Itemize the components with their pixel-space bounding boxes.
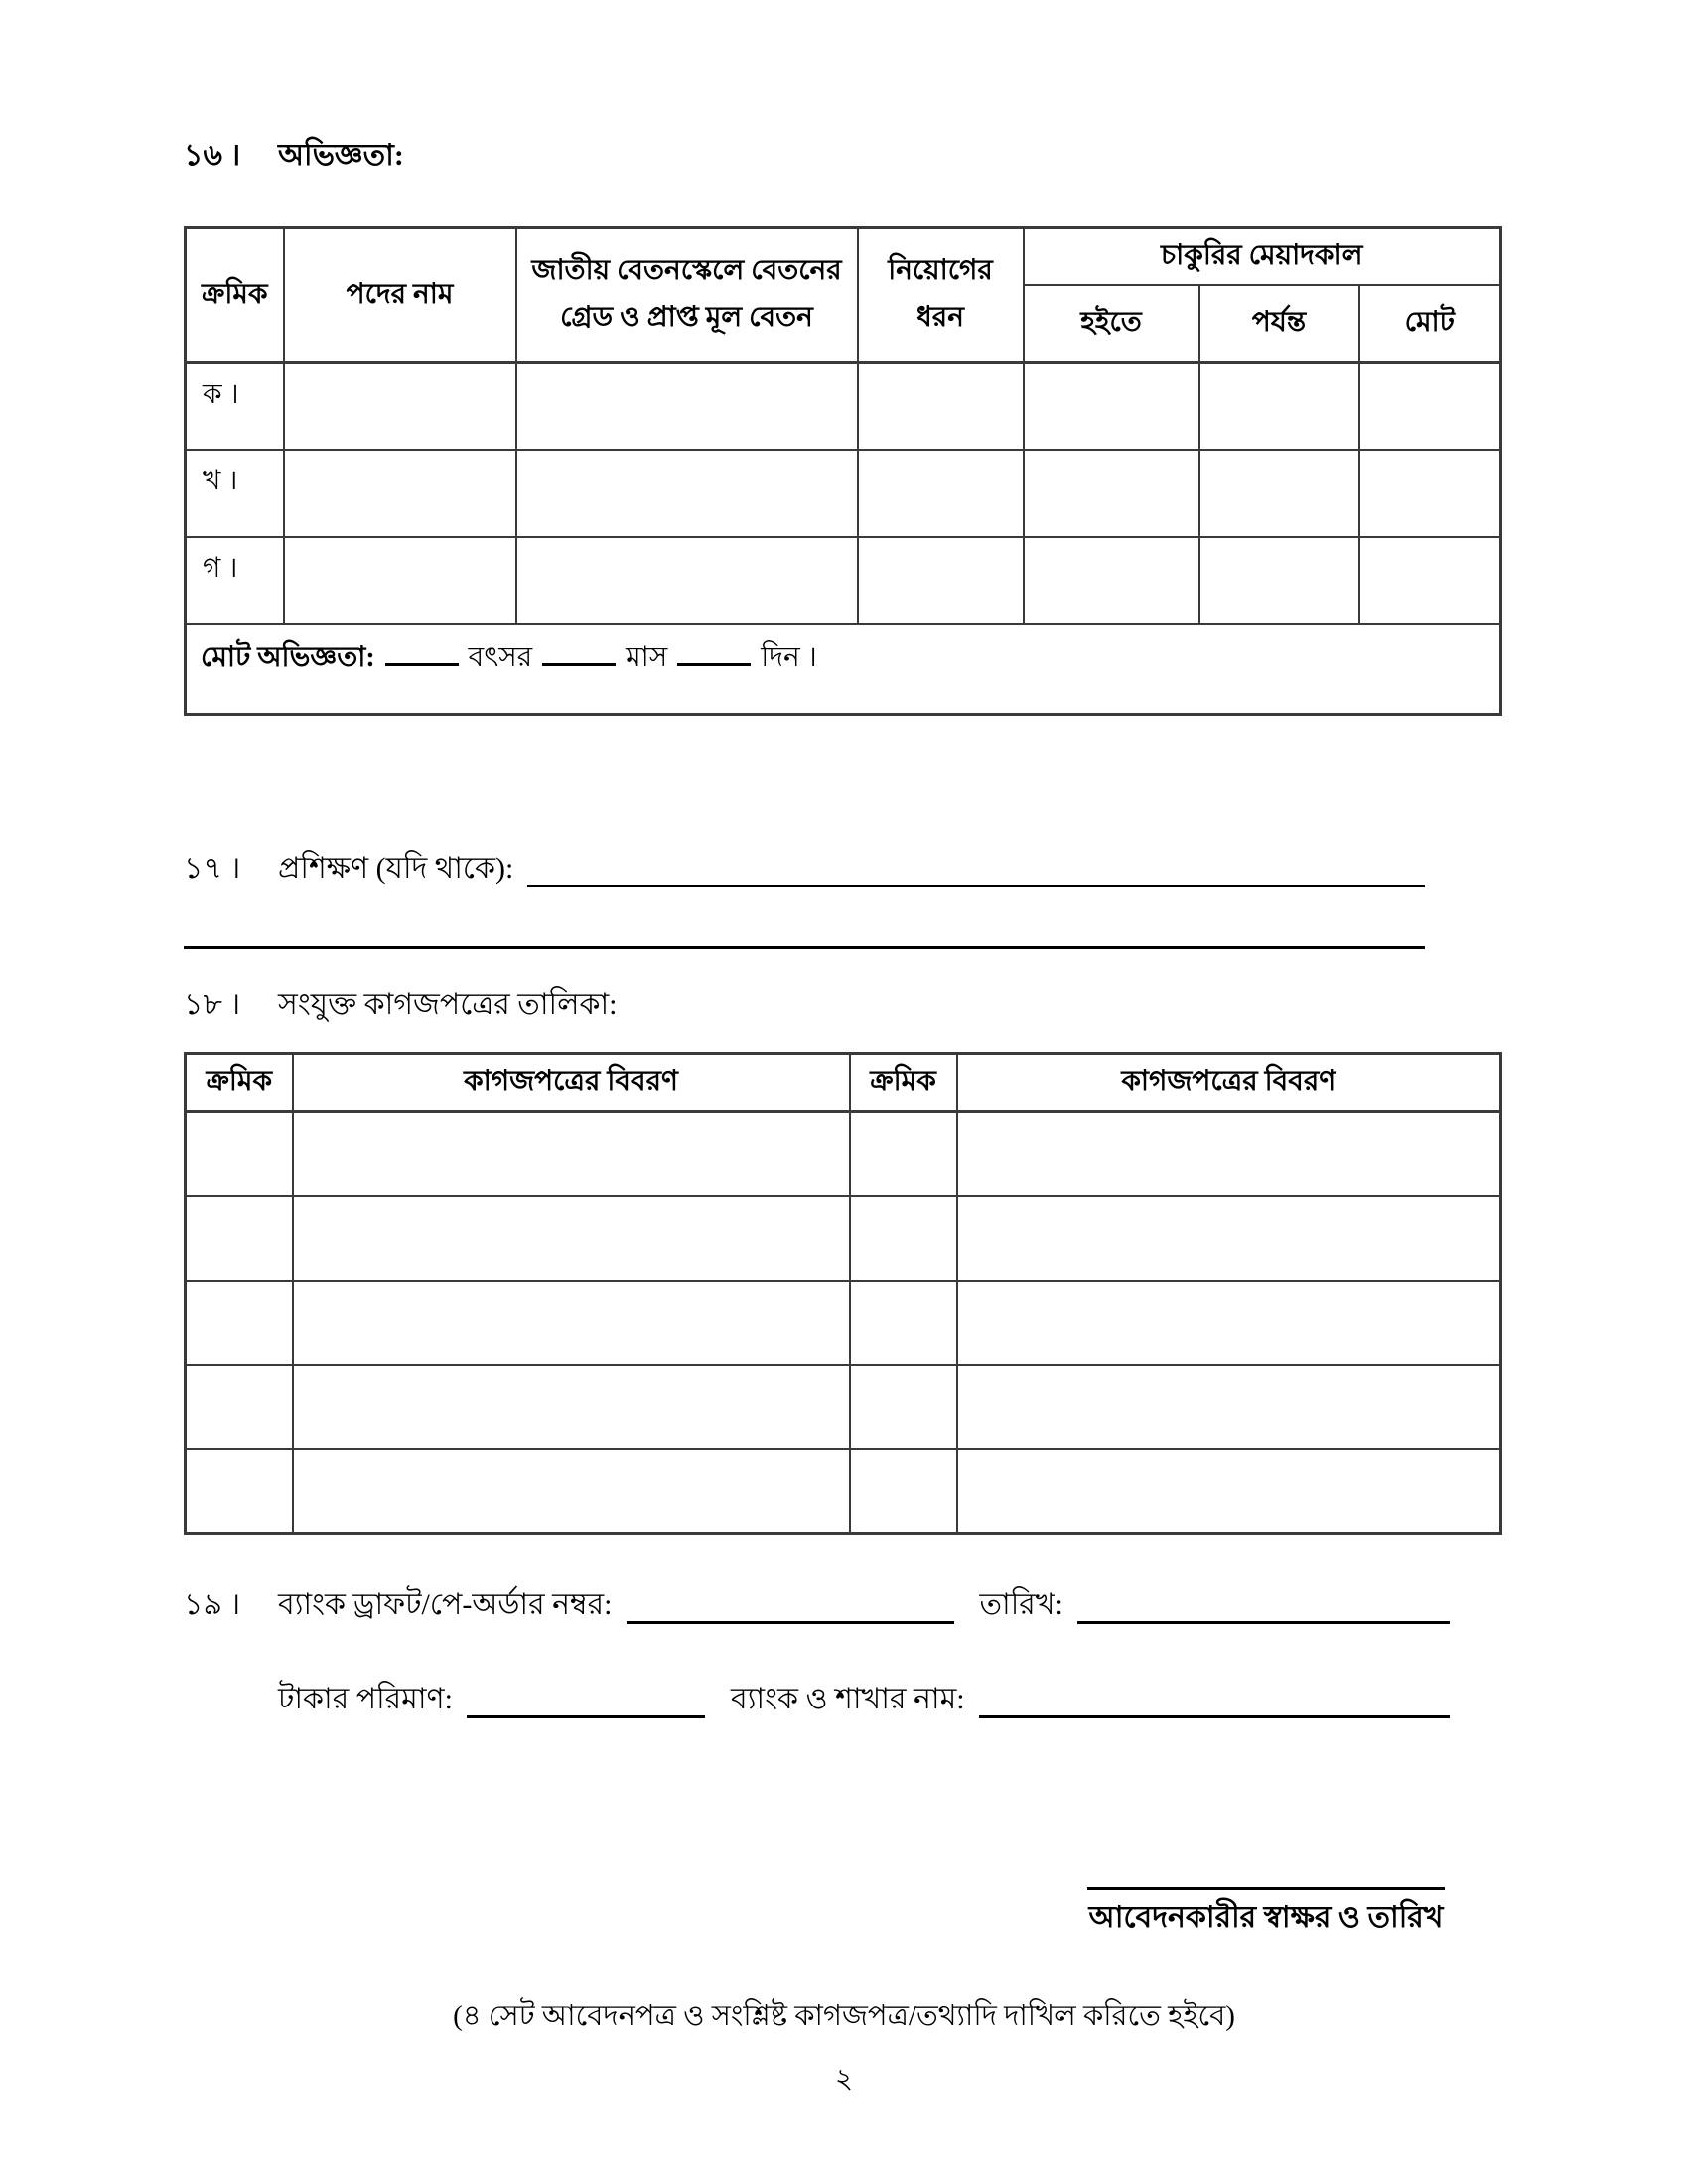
empty-cell [516, 450, 858, 537]
total-experience-cell [186, 624, 1501, 714]
empty-cell [858, 362, 1024, 450]
amount-fill-line [467, 1689, 705, 1718]
date-label: তারিখ: [979, 1588, 1063, 1621]
documents-empty-row [186, 1365, 1501, 1449]
header-to: পর্যন্ত [1199, 285, 1359, 362]
empty-cell [858, 450, 1024, 537]
empty-cell [186, 1281, 293, 1365]
empty-cell [186, 1365, 293, 1449]
empty-cell [957, 1112, 1501, 1196]
empty-cell [1359, 537, 1501, 624]
empty-cell [1024, 362, 1199, 450]
documents-empty-row [186, 1449, 1501, 1534]
experience-row-kha [186, 450, 1501, 537]
total-experience-label: মোট অভিজ্ঞতা: [201, 642, 375, 673]
bank-branch-fill-line [979, 1689, 1450, 1718]
section-16-heading [184, 137, 418, 175]
doc-header-serial-1: ক্রমিক [186, 1054, 293, 1112]
empty-cell [284, 537, 516, 624]
fill-blank-years [385, 640, 459, 666]
header-employment-type: নিয়োগের ধরন [858, 228, 1024, 363]
header-service-period-group: চাকুরির মেয়াদকাল [1024, 228, 1501, 286]
section-17-heading [184, 850, 1425, 887]
empty-cell [186, 1196, 293, 1281]
header-total: মোট [1359, 285, 1501, 362]
section-16-title: অভিজ্ঞতা: [278, 139, 404, 172]
documents-empty-row [186, 1112, 1501, 1196]
section-16-number: ১৬ । [184, 139, 241, 172]
fill-blank-months [542, 640, 616, 666]
empty-cell [516, 362, 858, 450]
doc-header-description-2: কাগজপত্রের বিবরণ [957, 1054, 1501, 1112]
section-19-line-2 [278, 1681, 1450, 1718]
page-number: ২ [834, 2064, 854, 2095]
footer-note: (৪ সেট আবেদনপত্র ও সংশ্লিষ্ট কাগজপত্র/তথ্যাদি দাখিল করিতে হইবে) [453, 2000, 1235, 2032]
doc-header-description-1: কাগজপত্রের বিবরণ [293, 1054, 850, 1112]
days-label: দিন । [761, 642, 817, 673]
documents-empty-row [186, 1196, 1501, 1281]
empty-cell [850, 1112, 957, 1196]
empty-cell [284, 362, 516, 450]
signature-line [1087, 1858, 1445, 1890]
empty-cell [1199, 362, 1359, 450]
empty-cell [516, 537, 858, 624]
doc-header-serial-2: ক্রমিক [850, 1054, 957, 1112]
empty-cell [1024, 537, 1199, 624]
experience-table [184, 226, 1502, 716]
months-label: মাস [626, 642, 668, 673]
empty-cell [850, 1196, 957, 1281]
section-18-number: ১৮ । [184, 988, 241, 1021]
empty-cell [850, 1449, 957, 1534]
empty-cell [858, 537, 1024, 624]
bank-draft-label: ব্যাংক ড্রাফট/পে-অর্ডার নম্বর: [278, 1588, 613, 1621]
empty-cell [293, 1196, 850, 1281]
section-17-number: ১৭ । [184, 852, 241, 885]
empty-cell [1199, 450, 1359, 537]
amount-label: টাকার পরিমাণ: [278, 1683, 454, 1715]
date-fill-line [1077, 1594, 1450, 1624]
section-19-number: ১৯ । [184, 1588, 241, 1621]
training-fill-line-2 [184, 913, 1425, 949]
empty-cell [1024, 450, 1199, 537]
header-post-name: পদের নাম [284, 228, 516, 363]
section-19-line-1 [184, 1586, 1450, 1624]
header-pay-grade: জাতীয় বেতনস্কেলে বেতনের গ্রেড ও প্রাপ্ত মূল বেতন [516, 228, 858, 363]
fill-blank-days [677, 640, 751, 666]
empty-cell [850, 1365, 957, 1449]
section-17-title: প্রশিক্ষণ (যদি থাকে): [278, 852, 514, 885]
empty-cell [957, 1281, 1501, 1365]
empty-cell [293, 1449, 850, 1534]
section-18-title: সংযুক্ত কাগজপত্রের তালিকা: [278, 988, 618, 1021]
empty-cell [1359, 450, 1501, 537]
empty-cell [1199, 537, 1359, 624]
row-label: গ । [186, 537, 284, 624]
documents-empty-row [186, 1281, 1501, 1365]
signature-block [1067, 1858, 1465, 1944]
signature-caption: আবেদনকারীর স্বাক্ষর ও তারিখ [1088, 1901, 1444, 1934]
row-label: খ । [186, 450, 284, 537]
bank-draft-fill-line [627, 1594, 954, 1624]
empty-cell [293, 1281, 850, 1365]
total-experience-row [186, 624, 1501, 714]
section-18-heading [184, 986, 631, 1024]
empty-cell [293, 1112, 850, 1196]
empty-cell [284, 450, 516, 537]
experience-row-ga [186, 537, 1501, 624]
row-label: ক । [186, 362, 284, 450]
empty-cell [186, 1112, 293, 1196]
empty-cell [293, 1365, 850, 1449]
bank-branch-label: ব্যাংক ও শাখার নাম: [731, 1683, 965, 1715]
training-fill-line-1 [527, 858, 1425, 887]
empty-cell [957, 1449, 1501, 1534]
empty-cell [186, 1449, 293, 1534]
empty-cell [1359, 362, 1501, 450]
empty-cell [850, 1281, 957, 1365]
empty-cell [957, 1365, 1501, 1449]
header-from: হইতে [1024, 285, 1199, 362]
documents-table [184, 1052, 1502, 1535]
empty-cell [957, 1196, 1501, 1281]
years-label: বৎসর [468, 642, 533, 673]
header-serial: ক্রমিক [186, 228, 284, 363]
experience-row-ka [186, 362, 1501, 450]
